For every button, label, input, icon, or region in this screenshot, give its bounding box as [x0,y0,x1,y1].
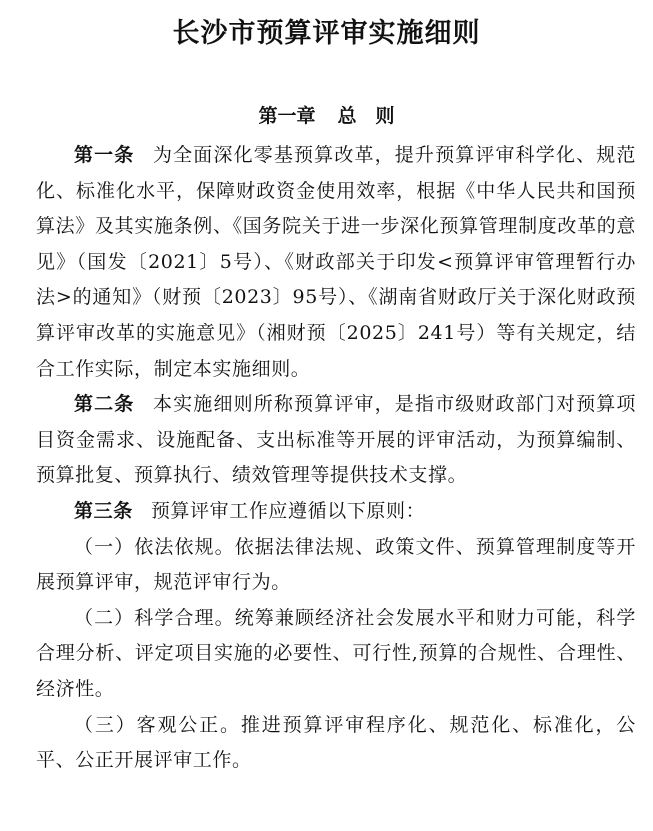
principle-item: （三）客观公正。推进预算评审程序化、规范化、标准化，公平、公正开展评审工作。 [36,713,636,772]
article-number: 第三条 [74,499,133,522]
article-2 [36,387,636,494]
article-number: 第一条 [74,144,135,166]
principle-item: （一）依法依规。依据法律法规、政策文件、预算管理制度等开展预算评审，规范评审行为。 [36,535,636,594]
chapter-name: 总 则 [337,105,395,127]
article-number: 第二条 [74,393,135,416]
chapter-heading [0,100,653,132]
article-text: 为全面深化零基预算改革，提升预算评审科学化、规范化、标准化水平，保障财政资金使用效率，根据《中华人民共和国预算法》及其实施条例、《国务院关于进一步深化预算管理制度改革的意见》（国发〔2021〕5号）、《财政部关于印发<预算评审管理暂行办法>的通知》（财预〔2023〕95号）、《湖南省财政厅关于深化财政预算评审改革的实施意见》（湘财预〔2025〕241号）等有关规定，结合工作实际，制定本实施细则。 [36,144,636,380]
document-title: 长沙市预算评审实施细则 [172,18,481,49]
article-1 [36,138,636,387]
article-3 [36,494,636,530]
article-text: 预算评审工作应遵循以下原则： [150,499,426,522]
chapter-number: 第一章 [258,105,316,127]
principle-item: （二）科学合理。统筹兼顾经济社会发展水平和财力可能，科学合理分析、评定项目实施的必要性、可行性,预算的合规性、合理性、经济性。 [36,606,636,700]
article-text: 本实施细则所称预算评审，是指市级财政部门对预算项目资金需求、设施配备、支出标准等开展的评审活动，为预算编制、预算批复、预算执行、绩效管理等提供技术支撑。 [36,393,636,487]
document-body [36,138,636,779]
